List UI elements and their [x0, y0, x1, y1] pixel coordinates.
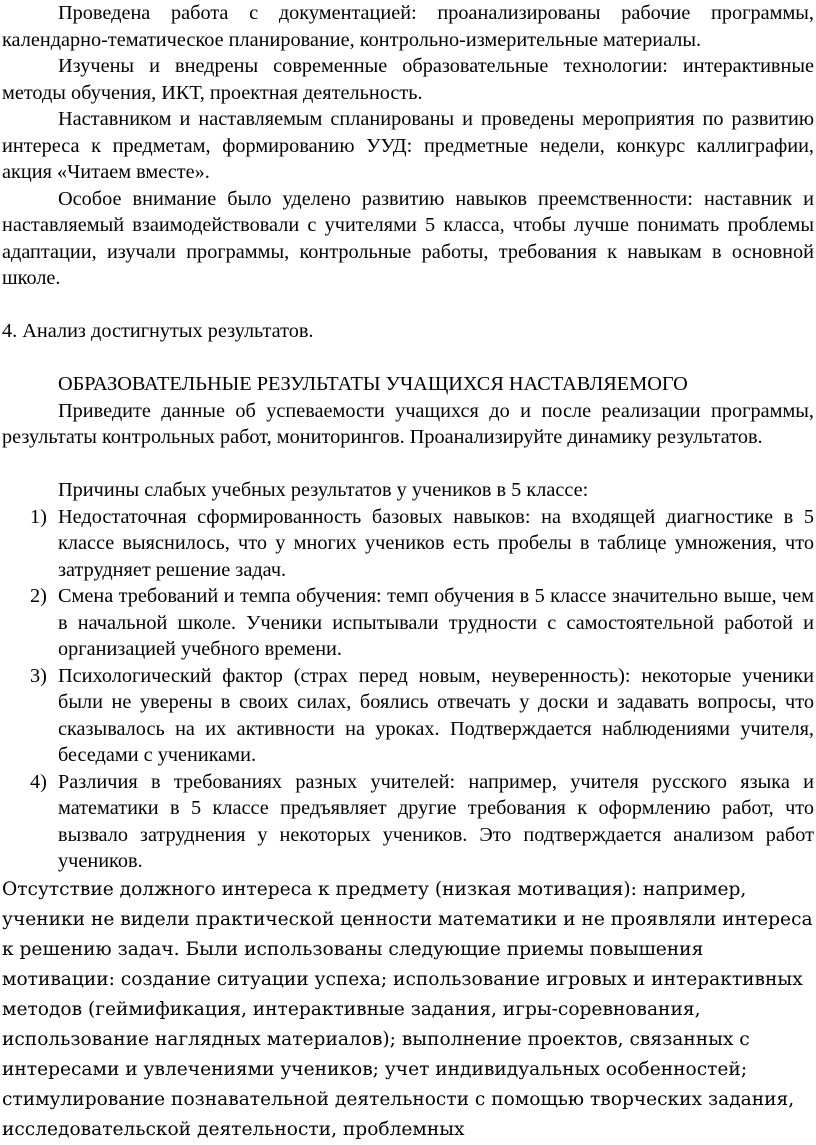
- list-item: [2, 504, 814, 584]
- list-item-text: Недостаточная сформированность базовых навыков: на входящей диагностике в 5 классе выяснилось, что у многих учеников есть пробелы в таблице умножения, что затрудняет решение задач.: [58, 505, 814, 581]
- list-item-text: Смена требований и темпа обучения: темп обучения в 5 классе значительно выше, чем в начальной школе. Ученики испытывали трудности с самостоятельной работой и организацией учебного времени.: [58, 585, 814, 660]
- list-item-number: 3): [30, 664, 47, 687]
- paragraph-motivation: Отсутствие должного интереса к предмету (низкая мотивация): например, ученики не видели практической ценности математики и не проявляли интереса к решению задач. Были использованы следующие приемы повышения мотивации: создание ситуации успеха; использование игровых и интерактивных методов (геймификация, интерактивные задания, игры-соревнования, использование наглядных материалов); выполнение проектов, связанных с интересами и увлечениями учеников; учет индивидуальных особенностей; стимулирование познавательной деятельности с помощью творческих задания, исследовательской деятельности, проблемных: [2, 878, 813, 1140]
- results-title: ОБРАЗОВАТЕЛЬНЫЕ РЕЗУЛЬТАТЫ УЧАЩИХСЯ НАСТАВЛЯЕМОГО: [58, 373, 688, 395]
- reasons-list: [2, 504, 814, 875]
- reasons-intro: Причины слабых учебных результатов у учеников в 5 классе:: [58, 479, 589, 501]
- paragraph-documentation: Проведена работа с документацией: проанализированы рабочие программы, календарно-тематическое планирование, контрольно-измерительные материалы.: [2, 2, 814, 51]
- results-instruction: Приведите данные об успеваемости учащихся до и после реализации программы, результаты контрольных работ, мониторингов. Проанализируйте динамику результатов.: [2, 399, 814, 448]
- list-item-number: 2): [30, 585, 47, 607]
- list-item: [2, 769, 814, 875]
- list-item-text: Различия в требованиях разных учителей: например, учителя русского языка и математики в 5 классе предъявляет другие требования к оформлению работ, что вызвало затруднения у некоторых учеников. Это подтверждается анализом работ учеников.: [58, 770, 814, 872]
- section-heading: 4. Анализ достигнутых результатов.: [2, 320, 314, 342]
- list-item-number: 4): [30, 770, 47, 793]
- paragraph-continuity: Особое внимание было уделено развитию навыков преемственности: наставник и наставляемый взаимодействовали с учителями 5 класса, чтобы лучше понимать проблемы адаптации, изучали программы, контрольные работы, требования к навыкам в основной школе.: [2, 187, 814, 289]
- paragraph-technologies: Изучены и внедрены современные образовательные технологии: интерактивные методы обучения, ИКТ, проектная деятельность.: [2, 55, 814, 104]
- paragraph-activities: Наставником и наставляемым спланированы и проведены мероприятия по развитию интереса к предметам, формированию УУД: предметные недели, конкурс каллиграфии, акция «Читаем вместе».: [2, 108, 814, 183]
- list-item-text: Психологический фактор (страх перед новым, неуверенность): некоторые ученики были не уверены в своих силах, боялись отвечать у доски и задавать вопросы, что сказывалось на их активности на уроках. Подтверждается наблюдениями учителя, беседами с учениками.: [58, 664, 814, 766]
- list-item-number: 1): [30, 505, 47, 528]
- list-item: [2, 663, 814, 769]
- spacer: [2, 451, 814, 478]
- list-item: [2, 583, 814, 663]
